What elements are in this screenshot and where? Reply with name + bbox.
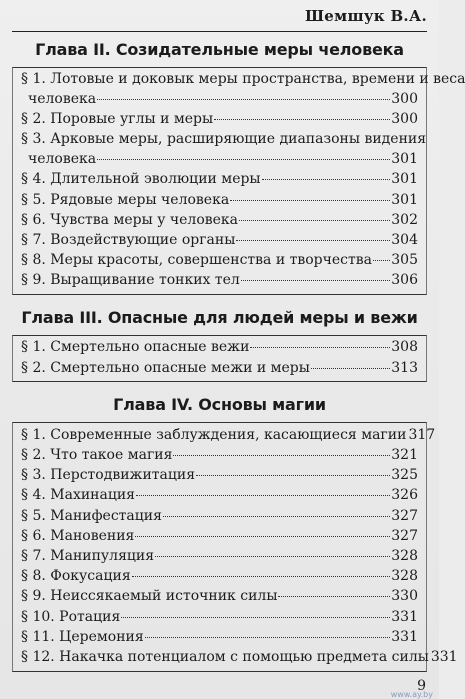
dot-leader — [132, 564, 391, 578]
entry-title: § 9. Выращивание тонких тел — [21, 272, 240, 289]
entry-page-number: 330 — [391, 588, 418, 605]
entry-page-number: 301 — [391, 151, 418, 168]
entry-page-number: 301 — [391, 191, 418, 208]
toc-entry — [21, 271, 418, 291]
dot-leader — [262, 167, 391, 181]
entry-title-line2: человека — [28, 91, 97, 108]
dot-leader — [250, 335, 390, 349]
entry-title-line1: § 3. Арковые меры, расширяющие диапазоны видения — [21, 130, 427, 147]
entry-page-number: 317 — [408, 426, 436, 443]
entry-page-number: 302 — [391, 211, 418, 228]
watermark: www.ay.by — [390, 690, 433, 699]
entry-page-number: 305 — [391, 252, 418, 269]
entry-page-number: 327 — [391, 527, 418, 544]
chapter-title: Глава III. Опасные для людей меры и вежи — [21, 307, 418, 327]
dot-leader — [173, 442, 390, 456]
chapter-title: Глава II. Созидательные меры человека — [35, 40, 404, 59]
dot-leader — [155, 543, 390, 557]
entry-title: § 2. Что такое магия — [21, 447, 173, 464]
chapter-block — [0, 308, 439, 382]
entry-page-number: 300 — [391, 91, 418, 108]
entry-page-number: 304 — [391, 231, 418, 248]
entry-title: § 9. Неиссякаемый источник силы — [21, 588, 278, 605]
entry-title: § 6. Чувства меры у человека — [21, 211, 239, 228]
toc-entry — [21, 358, 418, 378]
entry-page-number: 313 — [391, 359, 418, 376]
dot-leader — [135, 523, 390, 537]
dot-leader — [278, 584, 390, 598]
entry-title: § 2. Смертельно опасные межи и меры — [21, 359, 310, 376]
chapter-block — [0, 395, 458, 671]
dot-leader — [97, 147, 390, 161]
entry-title: § 1. Современные заблуждения, касающиеся магии — [21, 426, 407, 443]
entry-page-number: 327 — [391, 507, 418, 524]
entry-title: § 2. Поровые углы и меры — [21, 111, 214, 128]
entry-page-number: 331 — [391, 608, 418, 625]
toc-entries — [12, 335, 427, 382]
dot-leader — [239, 207, 390, 221]
entry-page-number: 301 — [391, 171, 418, 188]
entry-page-number: 321 — [391, 447, 418, 464]
entry-page-number: 300 — [391, 111, 418, 128]
dot-leader — [145, 624, 391, 638]
entry-title: § 12. Накачка потенциалом с помощью предмета силы — [21, 648, 429, 665]
table-of-contents — [0, 40, 465, 685]
dot-leader — [163, 503, 390, 517]
toc-entry — [21, 70, 465, 110]
toc-entry — [21, 647, 458, 667]
entry-title: § 8. Меры красоты, совершенства и творчества — [21, 252, 372, 269]
toc-entry — [21, 130, 427, 170]
entry-title-line2: человека — [28, 151, 97, 168]
entry-page-number: 331 — [430, 648, 458, 665]
dot-leader — [373, 248, 390, 262]
entry-page-number: 328 — [391, 568, 418, 585]
chapter-title: Глава IV. Основы магии — [113, 395, 326, 415]
entry-page-number: 328 — [391, 547, 418, 564]
dot-leader — [97, 87, 390, 101]
page-number: 9 — [417, 678, 426, 694]
entry-title: § 6. Мановения — [21, 527, 135, 544]
dot-leader — [196, 463, 390, 477]
dot-leader — [311, 355, 390, 369]
toc-entry — [21, 110, 418, 130]
toc-entries — [12, 67, 465, 295]
toc-entry — [21, 230, 418, 250]
entry-title: § 11. Церемония — [21, 628, 144, 645]
entry-title: § 3. Перстодвижитация — [21, 467, 196, 484]
header-rule — [12, 31, 427, 32]
entry-page-number: 308 — [391, 339, 418, 356]
entry-page-number: 326 — [391, 487, 418, 504]
entry-title: § 10. Ротация — [21, 608, 121, 625]
entry-title: § 8. Фокусация — [21, 568, 131, 585]
entry-title: § 7. Воздействующие органы — [21, 231, 236, 248]
dot-leader — [214, 107, 390, 121]
entry-title: § 5. Рядовые меры человека — [21, 191, 230, 208]
toc-entries — [12, 422, 458, 671]
dot-leader — [136, 483, 390, 497]
entry-title: § 4. Длительной эволюции меры — [21, 171, 261, 188]
entry-title: § 7. Манипуляция — [21, 547, 155, 564]
entry-title: § 4. Махинация — [21, 487, 136, 504]
chapter-block — [0, 40, 465, 295]
dot-leader — [121, 604, 390, 618]
entry-page-number: 306 — [391, 272, 418, 289]
entry-page-number: 331 — [391, 628, 418, 645]
dot-leader — [241, 268, 390, 282]
entry-title: § 5. Манифестация — [21, 507, 162, 524]
dot-leader — [230, 187, 390, 201]
toc-entry — [21, 627, 418, 647]
dot-leader — [236, 227, 390, 241]
running-head: Шемшук В.А. — [304, 7, 427, 25]
entry-page-number: 325 — [391, 467, 418, 484]
entry-title-line1: § 1. Лотовые и доковык меры пространства, времени и веса — [21, 71, 465, 87]
entry-title: § 1. Смертельно опасные вежи — [21, 339, 250, 356]
